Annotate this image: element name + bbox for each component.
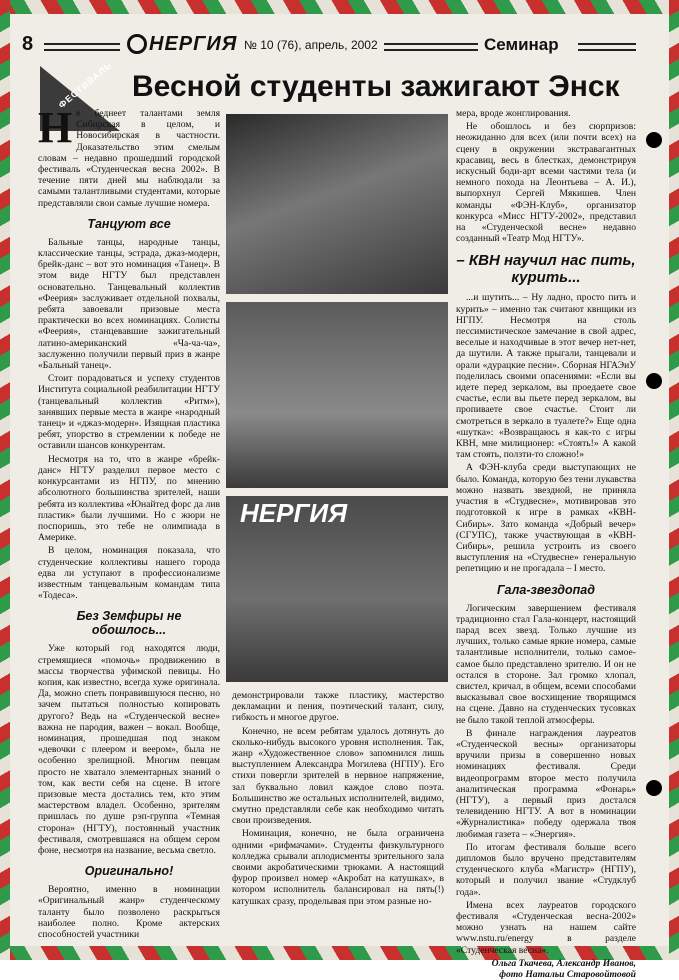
newspaper-logo: НЕРГИЯ (127, 33, 237, 56)
festival-badge-label: ФЕСТИВАЛЬ (56, 59, 114, 111)
paragraph: мера, вроде жонглирования. (456, 108, 571, 119)
paragraph: В целом, номинация показала, что студенческие коллективы нашего города едва ли уступают в профессионализме известным танцевальным командам типа «Тодеса». (38, 545, 220, 602)
paragraph: По итогам фестиваля больше всего дипломов было вручено представителям студенческого клуба «Магистр» (НГПУ), который и получил звание «Студклуб года». (456, 841, 636, 898)
photo-stage-performance (226, 114, 448, 294)
paragraph: Вероятно, именно в номинации «Оригинальный жанр» студенческому таланту было позволено раскрыться наиболее полно. Кроме актерских способностей участники (38, 884, 220, 940)
column-left (38, 103, 220, 942)
subheading-dance: Танцуют все (87, 216, 171, 231)
logo-e-icon (127, 34, 147, 54)
decorative-border-top (0, 0, 679, 14)
intro-paragraph: е беднеет талантами земля Сибирская в целом, и Новосибирская в частности. Доказательство этим смелым словам – недавно прошедший городской фестиваль «Студенческая весна 2002». В течение пяти дней мы наблюдали за самыми талантливыми студентами, которые представляли свои самые лучшие номера. (38, 108, 220, 209)
punch-hole (646, 132, 662, 148)
paragraph: Имена всех лауреатов городского фестиваля «Студенческая весна-2002» можно узнать на нашем сайте www.nstu.ru/energy в разделе «Студенческая весна». (456, 899, 636, 956)
paragraph: Логическим завершением фестиваля традиционно стал Гала-концерт, настоящий парад всех звезд. Только лучшие из лучших, только самые яркие номера, самые талантливые исполнители, только самое-самое было представлено зрителю. И он не остался в стороне. Зал громко хлопал, свистел, кричал, в общем, всеми способами высказывал свое восхищение творящимся на сцене. Давно на студенческих тусовках не было такой теплой атмосферы. (456, 602, 636, 726)
photo-banner-logo: НЕРГИЯ (240, 498, 348, 528)
paragraph: Конечно, не всем ребятам удалось дотянуть до сколько-нибудь высокого уровня исполнения. Так, жанр «Художественное слово» запомнился лишь выступлением Александра Могилева (НГПУ). Его стихи повергли зрителей в нервное напряжение, зал буквально ловил каждое слово поэта. Большинство же остальных исполнителей, видимо, смутно представляли себе как необходимо читать свои произведения. (232, 725, 444, 827)
paragraph: В финале награждения лауреатов «Студенческой весны» организаторы вручили призы в совершенно новых номинациях фестиваля. Среди видеопрограмм второе место получила аналитическая программа «Фонарь» (НГТУ), а первый приз достался телевидению НГТУ. А вот в номинации «Журналистика» победу одержала твоя любимая газета – «Энергия». (456, 727, 636, 840)
photo-award-ceremony (226, 496, 448, 682)
photo-group-on-stage (226, 302, 448, 488)
paragraph: Несмотря на то, что в жанре «брейк-данс» НГТУ разделил первое место с конкурсантами из НГПУ, по мнению абсолютного большинства зрителей, наши ребята из коллектива «Юнайтед форс да лив пластик» были лучшими. Но с жюри не поспоришь, это тебе не олимпиада в Америке. (38, 453, 220, 544)
header-rule-left (44, 43, 120, 51)
column-right (456, 108, 636, 980)
paragraph: Не обошлось и без сюрпризов: неожиданно для всех (или почти всех) на сцену в окружении экстравагантных красавиц, весь в блестках, демонстрируя искусный боди-арт всеми частями тела (и немного похода на Леонтьева – А. И.), выпорхнул Сергей Мякишев. Член команды «ФЭН-Клуб», организатор конкурса «Мисс НГТУ-2002», представил на «Студенческой весне» недавно созданный «Театр Мод НГТУ». (456, 121, 636, 245)
subheading-gala: Гала-звездопад (497, 582, 595, 597)
dropcap: Н (38, 103, 73, 152)
column-middle (232, 690, 444, 909)
article-headline: Весной студенты зажигают Энск (132, 70, 620, 103)
subheading-kvn: – КВН научил нас пить, курить... (456, 252, 636, 287)
decorative-border-left (0, 0, 10, 960)
decorative-border-right (669, 0, 679, 960)
paragraph: Номинация, конечно, не была ограничена одними «рифмачами». Студенты физкультурного колледжа срывали аплодисменты зрительного зала своими акробатическими трюками. А настоящий фурор произвел номер «Акробат на катушках», в котором исполнитель балансировал на пять(!) катушках сразу, проделывая при этом разные но- (232, 828, 444, 907)
subheading-original: Оригинально! (84, 864, 174, 879)
paragraph: Стоит порадоваться и успеху студентов Института социальной реабилитации НГТУ (танцевальный коллектив «Ритм»), занявших первые места в жанре «народный танец» и «джаз-модерн». Изящная пластика ребят, упорство в стремлении к победе не оставили шансов конкурентам. (38, 373, 220, 452)
section-title: Семинар (484, 35, 559, 54)
page-number: 8 (22, 33, 34, 55)
paragraph: демонстрировали также пластику, мастерство декламации и пения, поэтический талант, силу, гибкость и многое другое. (232, 690, 444, 724)
issue-info: № 10 (76), апрель, 2002 (244, 38, 378, 52)
punch-hole (646, 780, 662, 796)
header-rule-right (578, 43, 636, 51)
punch-hole (646, 373, 662, 389)
subheading-zemfira: Без Земфиры не обошлось... (76, 609, 182, 638)
paragraph: Уже который год находятся люди, стремящиеся «помочь» продвижению в массы творчества уфимской певицы. Но копия, как известно, всегда хуже оригинала. Да, можно спеть понравившуюся песню, но зачем пытаться полностью копировать другого? Ведь на «Студенческой весне» важна не пародия, важен – вокал. Вообще, номинация, прошедшая под знаком «девочки с плеером и веером», была не особенно зрелищной. Многим певцам просто не хватало элементарных знаний о том, как вести себя на сцене. В итоге призовые места достались тем, кто этим мастерством владел. Особенно, зрителям пришлась по душе рэп-группа «Темная сторона» (НГТУ), постоянный участник фестиваля, смотревшаяся на общем сером фоне, несмотря на название, весьма светло. (38, 643, 220, 856)
header-rule-mid (384, 43, 478, 51)
paragraph: Бальные танцы, народные танцы, классические танцы, эстрада, джаз-модерн, брейк-данс – вот это номинация «Танец». В этом виде НГТУ был представлен основательно. Танцевальный коллектив «Феерия» заслуживает отдельной похвалы, ребята завоевали призовые места практически во всех номинациях. Солисты «Феерия», станцевавшие зажигательный латино-американский «Ча-ча-ча», заслуженно получили первый приз в жанре «Бальный танец». (38, 236, 220, 372)
paragraph: А ФЭН-клуба среди выступающих не было. Команда, которую без тени лукавства можно назвать звездной, не приняла участия в «Студвесне», мотивировав это подготовкой к игре в рамках «КВН-Сибирь». Зато команда «Добрый вечер» (СГУПС), также участвующая в «КВН-Сибирь», решила устроить из своего выступления на «Студвесне» генеральную репетицию и не прогадала – I место. (456, 462, 636, 575)
paragraph: ...и шутить... – Ну ладно, просто пить и курить» – именно так считают квнщики из НГПУ. Несмотря на столь пессимистическое замечание в свой адрес, веселые и находчивые в этот вечер нет-нет, да шутили. А также прыгали, танцевали и орали «дурацкие песни». Сборная НГАЭиУ поделилась своими опасениями: «Если вы идете перед зеркалом, вы проедаете свое счастье, если вы пьете перед зеркалом, вы пропиваете свое счастье. Стоит ли смотреться в зеркало в туалете?» Еще одна «шутка»: «Возвращаюсь я как-то с игры КВН, мне милиционер: «Стоять!» А какой там стоять, ползти-то сложно!» (456, 292, 636, 461)
authors: Ольга Ткачева, Александр Иванов, (491, 957, 636, 969)
photo-credit: фото Натальи Старовойтовой (499, 969, 636, 980)
